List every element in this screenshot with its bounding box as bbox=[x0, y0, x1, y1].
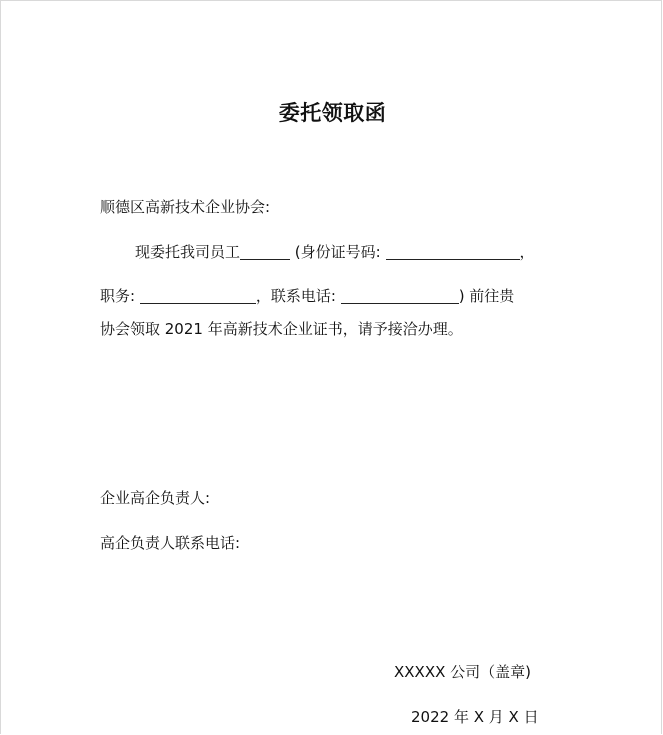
id-number-blank bbox=[386, 244, 520, 260]
employee-name-blank bbox=[240, 244, 290, 260]
paragraph-line-3: 协会领取 2021 年高新技术企业证书，请予接洽办理。 bbox=[100, 320, 463, 338]
text-go-to: ) 前往贵 bbox=[458, 287, 515, 305]
text-entrust-employee: 现委托我司员工 bbox=[135, 243, 241, 261]
contact-phone-label: 高企负责人联系电话: bbox=[100, 534, 241, 552]
date-line: 2022 年 X 月 X 日 bbox=[411, 708, 539, 726]
phone-blank bbox=[341, 288, 459, 304]
salutation: 顺德区高新技术企业协会: bbox=[100, 198, 271, 216]
company-seal-line: XXXXX 公司（盖章) bbox=[394, 663, 532, 681]
text-phone-label: ，联系电话: bbox=[255, 287, 336, 305]
paragraph-line-1 bbox=[135, 242, 535, 262]
document-title: 委托领取函 bbox=[278, 101, 387, 125]
text-position-label: 职务: bbox=[100, 287, 136, 305]
paragraph-line-2 bbox=[100, 286, 514, 306]
text-comma: ， bbox=[519, 243, 535, 261]
position-blank bbox=[140, 288, 256, 304]
text-id-number-label: (身份证号码: bbox=[294, 243, 381, 261]
contact-person-label: 企业高企负责人: bbox=[100, 489, 211, 507]
